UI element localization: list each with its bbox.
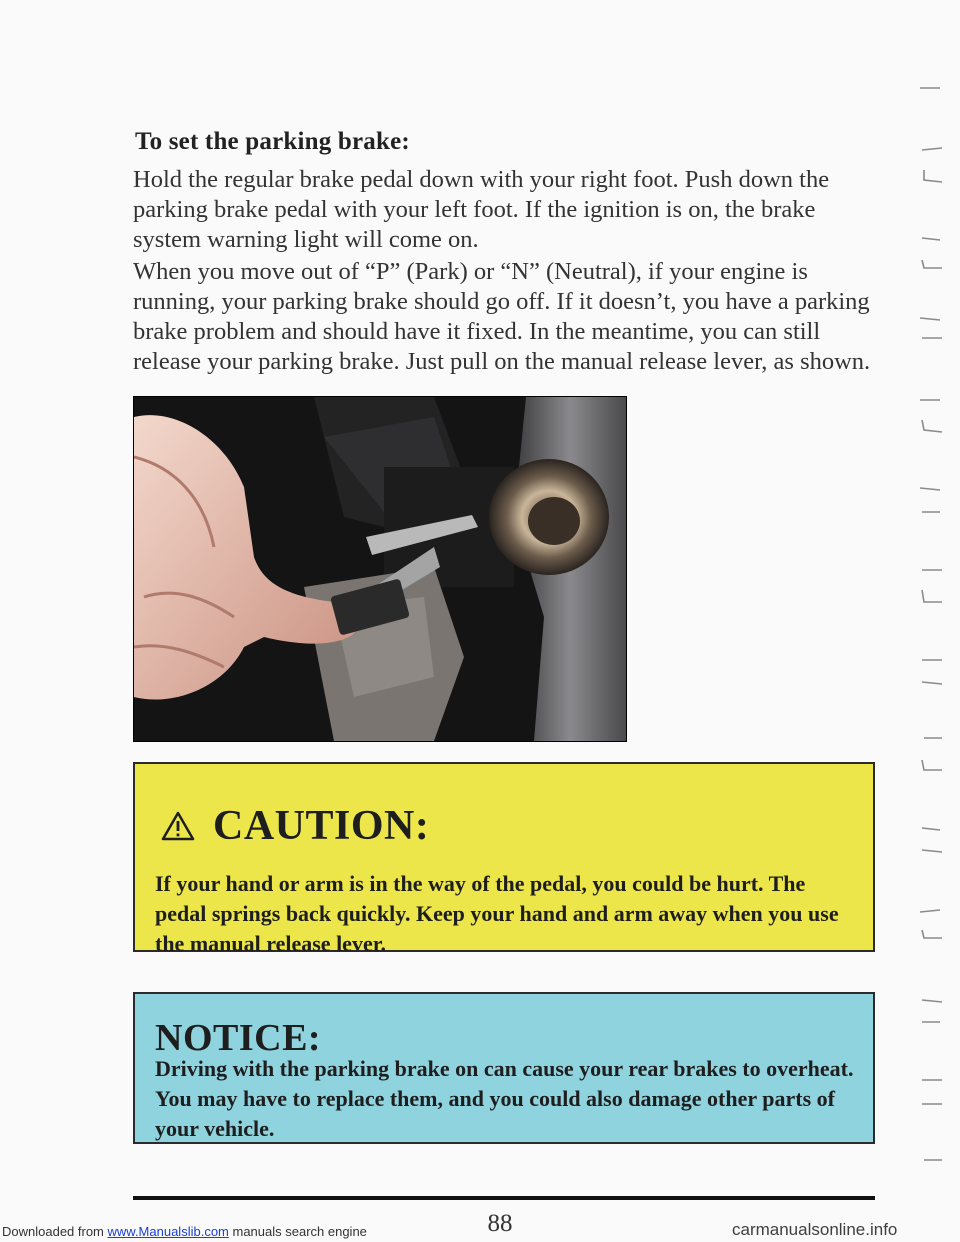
section-heading: To set the parking brake: bbox=[135, 128, 410, 155]
notice-box bbox=[133, 992, 875, 1144]
notice-text: Driving with the parking brake on can cause your rear brakes to overheat. You may have to replace them, and you could also damage other parts of your vehicle. bbox=[155, 1056, 854, 1141]
caution-box bbox=[133, 762, 875, 956]
watermark: carmanualsonline.info bbox=[732, 1220, 898, 1239]
footer-prefix: Downloaded from bbox=[2, 1224, 108, 1239]
page-number: 88 bbox=[487, 1210, 513, 1237]
paragraph-set-brake: Hold the regular brake pedal down with your right foot. Push down the parking brake pedal with your left foot. If the ignition is on, the brake system warning light will come on. bbox=[133, 166, 830, 253]
paragraph-release-brake: When you move out of “P” (Park) or “N” (Neutral), if your engine is running, your parking brake should go off. If it doesn’t, you have a parking brake problem and should have it fixed. In the meantime, you can still release your parking brake. Just pull on the manual release lever, as shown. bbox=[133, 258, 871, 375]
manualslib-link[interactable]: www.Manualslib.com bbox=[107, 1224, 229, 1239]
warning-triangle-icon bbox=[161, 811, 195, 841]
caution-text: If your hand or arm is in the way of the pedal, you could be hurt. The pedal springs back quickly. Keep your hand and arm away when you use the manual release lever. bbox=[155, 871, 839, 956]
notice-title: NOTICE: bbox=[155, 1017, 322, 1059]
caution-heading bbox=[161, 802, 429, 850]
manual-release-lever-photo bbox=[133, 396, 627, 742]
page-edge-marks bbox=[902, 70, 952, 1190]
caution-title: CAUTION: bbox=[213, 803, 430, 849]
footer-rule bbox=[133, 1196, 875, 1200]
footer-suffix: manuals search engine bbox=[228, 1224, 367, 1239]
download-footer bbox=[2, 1224, 367, 1239]
